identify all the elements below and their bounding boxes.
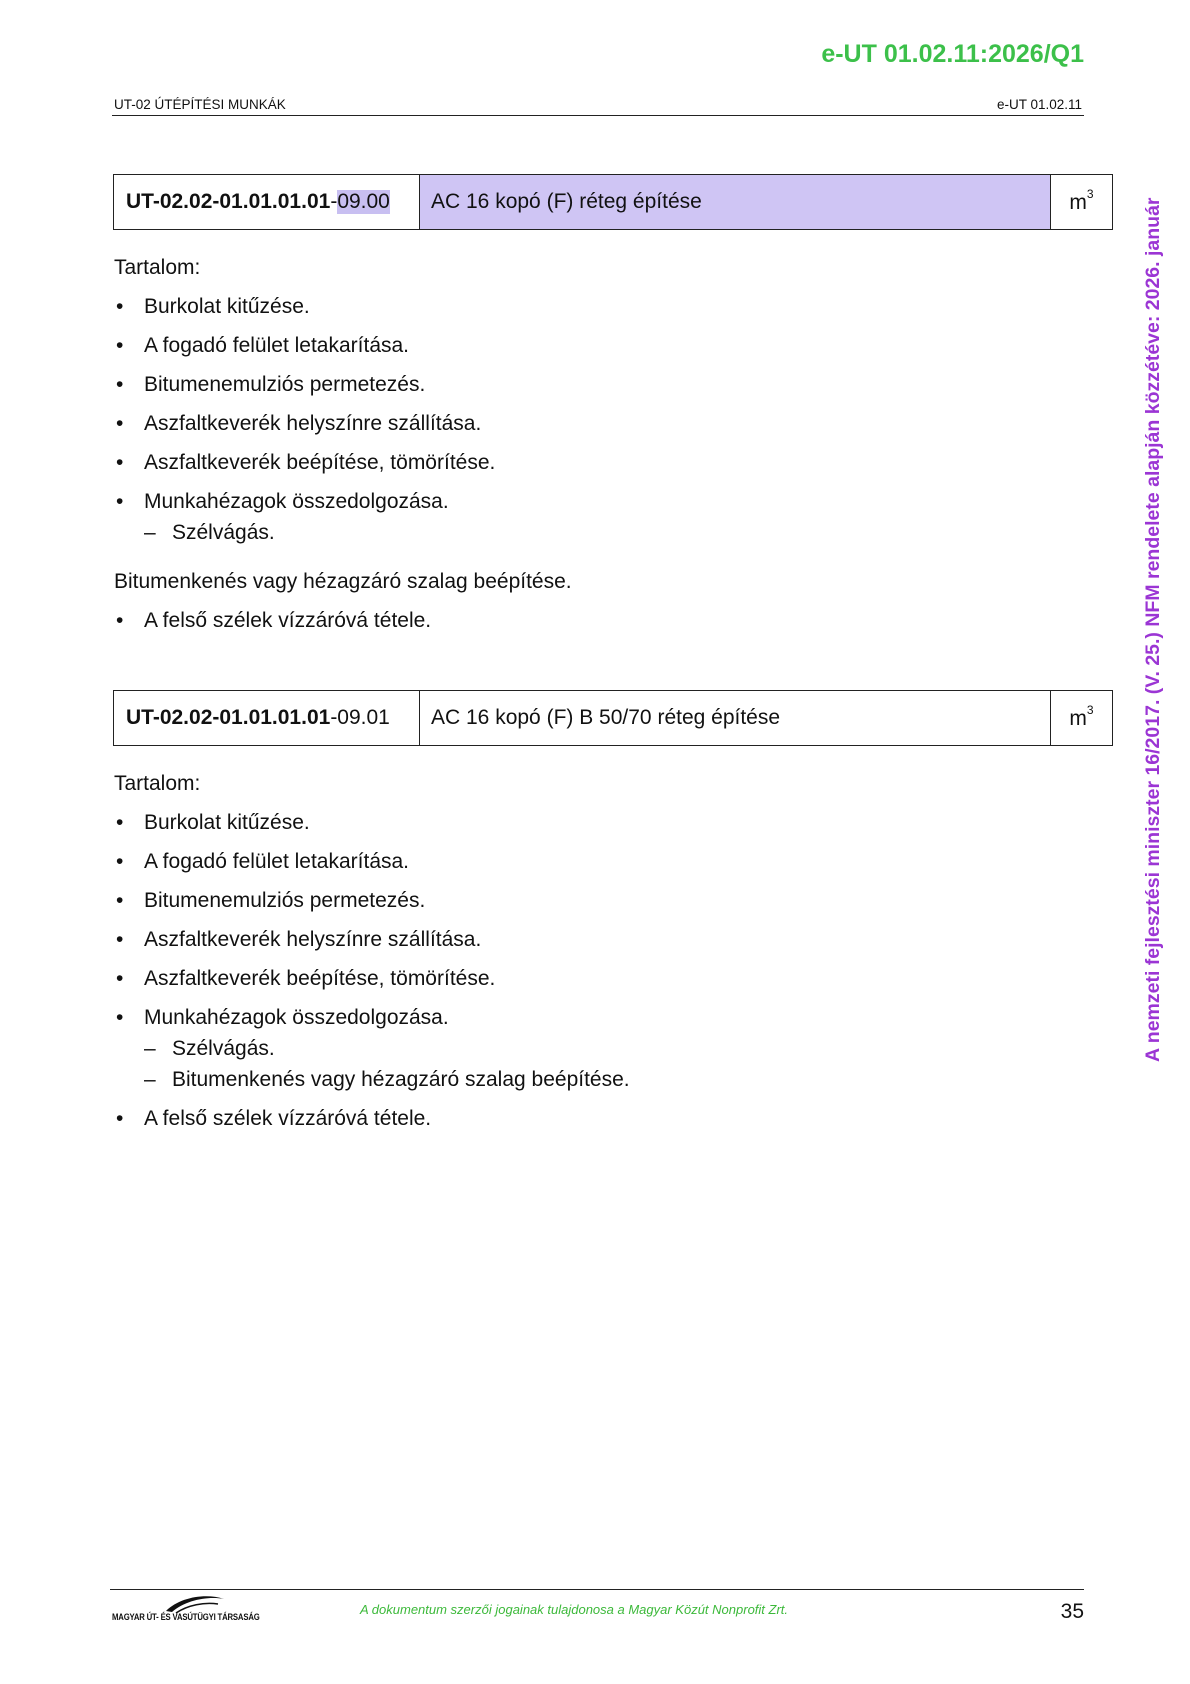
bullet-icon: • [116,373,124,396]
header-section-title: UT-02 ÚTÉPÍTÉSI MUNKÁK [114,97,286,112]
item-code-cell [114,175,420,229]
item-code: UT-02.02-01.01.01.01 [126,706,331,729]
page-header [112,93,1084,116]
item-code-dash: - [330,190,338,213]
item-code-suffix: 09.00 [337,190,390,213]
item-header-box [113,174,1113,230]
item-unit-cell [1051,175,1112,229]
side-publication-note: A nemzeti fejlesztési miniszter 16/2017. (V. 25.) NFM rendelete alapján közzétéve: 2026. január [1142,197,1164,1062]
item-unit-cell [1051,691,1112,745]
item-title: AC 16 kopó (F) B 50/70 réteg építése [431,706,781,729]
item-unit: $m^3$ [1069,186,1094,214]
dash-icon: – [144,1037,156,1060]
bullet-icon: • [116,1006,124,1029]
bullet-icon: • [116,490,124,513]
bullet-icon: • [116,967,124,990]
bullet-icon: • [116,334,124,357]
plain-line: Bitumenkenés vagy hézagzáró szalag beépítése. [114,570,572,593]
content-label: Tartalom: [114,772,201,795]
item-title-cell [420,691,1051,745]
bullet-icon: • [116,451,124,474]
item-code: UT-02.02-01.01.01.01 [126,190,331,213]
footer-divider [110,1589,1084,1590]
bullet-icon: • [116,928,124,951]
copyright-note: A dokumentum szerzői jogainak tulajdonosa a Magyar Közút Nonprofit Zrt. [360,1602,789,1617]
bullet-icon: • [116,412,124,435]
bullet-icon: • [116,811,124,834]
bullet-icon: • [116,850,124,873]
society-logo [112,1593,262,1627]
header-doc-ref: e-UT 01.02.11 [996,97,1082,112]
bullet-icon: • [116,889,124,912]
item-title-cell [420,175,1051,229]
dash-icon: – [144,1068,156,1091]
item-title: AC 16 kopó (F) réteg építése [431,190,702,213]
dash-icon: – [144,521,156,544]
item-header-box [113,690,1113,746]
bullet-icon: • [116,609,124,632]
item-code-cell [114,691,420,745]
logo-text: MAGYAR ÚT- ÉS VASÚTÜGYI TÁRSASÁG [112,1612,260,1622]
bullet-icon: • [116,295,124,318]
item-unit: $m^3$ [1069,702,1094,730]
item-code-suffix: -09.01 [330,706,390,729]
bullet-icon: • [116,1107,124,1130]
page-number: 35 [1060,1600,1084,1623]
content-label: Tartalom: [114,256,201,279]
document-id: e-UT 01.02.11:2026/Q1 [821,40,1084,68]
